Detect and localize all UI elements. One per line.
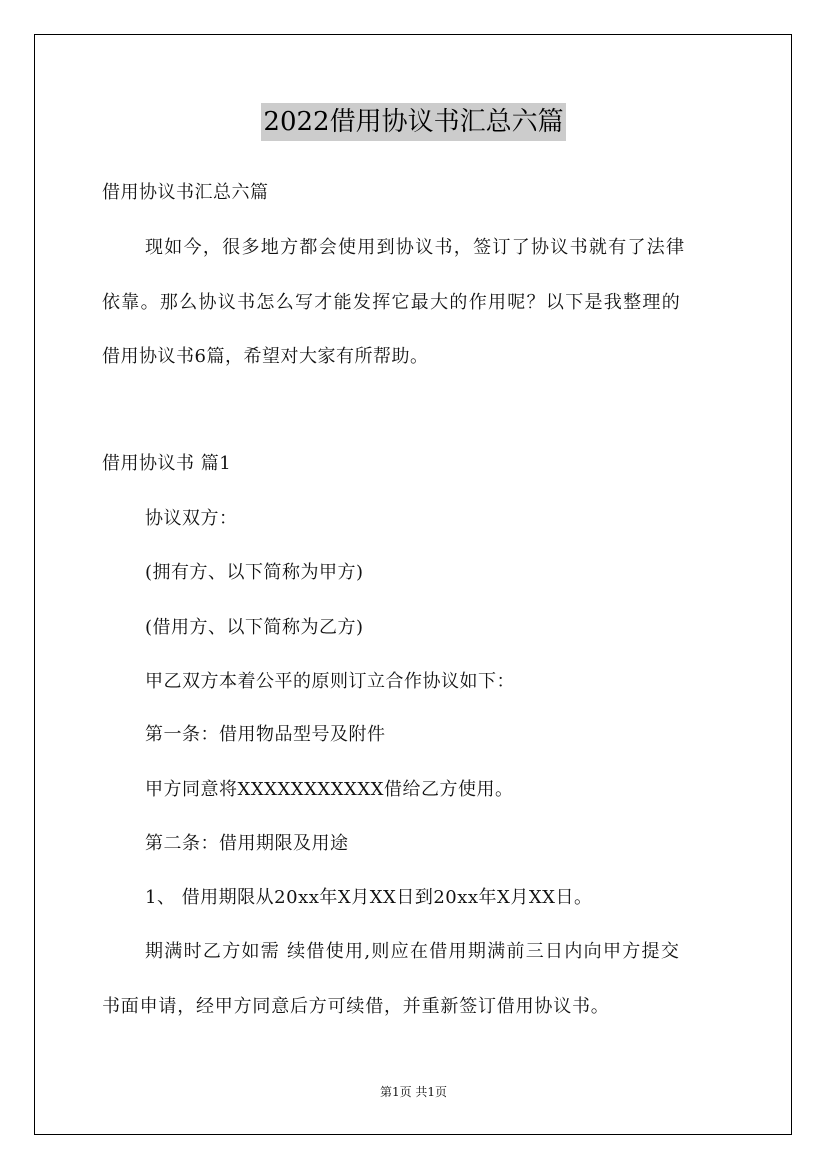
paragraph-line: 书面申请，经甲方同意后方可续借，并重新签订借用协议书。 bbox=[102, 996, 610, 1017]
section-heading: 借用协议书 篇1 bbox=[102, 453, 232, 474]
page-footer: 第1页 共1页 bbox=[379, 1085, 448, 1099]
title-container bbox=[0, 103, 827, 141]
paragraph-line: (拥有方、以下简称为甲方) bbox=[145, 562, 364, 583]
paragraph-line: 甲方同意将XXXXXXXXXXX借给乙方使用。 bbox=[145, 779, 514, 800]
paragraph-line: 依靠。那么协议书怎么写才能发挥它最大的作用呢？以下是我整理的 bbox=[102, 292, 681, 313]
paragraph-line: (借用方、以下简称为乙方) bbox=[145, 617, 364, 638]
clause-heading: 第二条：借用期限及用途 bbox=[145, 833, 349, 854]
paragraph-line: 甲乙双方本着公平的原则订立合作协议如下： bbox=[145, 671, 515, 692]
paragraph-line: 协议双方： bbox=[145, 508, 238, 529]
document-title: 2022借用协议书汇总六篇 bbox=[261, 103, 565, 141]
subtitle-line: 借用协议书汇总六篇 bbox=[102, 182, 269, 203]
paragraph-line: 借用协议书6篇，希望对大家有所帮助。 bbox=[102, 346, 429, 367]
paragraph-line: 1、 借用期限从20xx年X月XX日到20xx年X月XX日。 bbox=[145, 887, 593, 908]
paragraph-line: 期满时乙方如需 续借使用,则应在借用期满前三日内向甲方提交 bbox=[145, 941, 681, 962]
paragraph-line: 现如今，很多地方都会使用到协议书，签订了协议书就有了法律 bbox=[145, 237, 686, 258]
clause-heading: 第一条：借用物品型号及附件 bbox=[145, 724, 386, 745]
